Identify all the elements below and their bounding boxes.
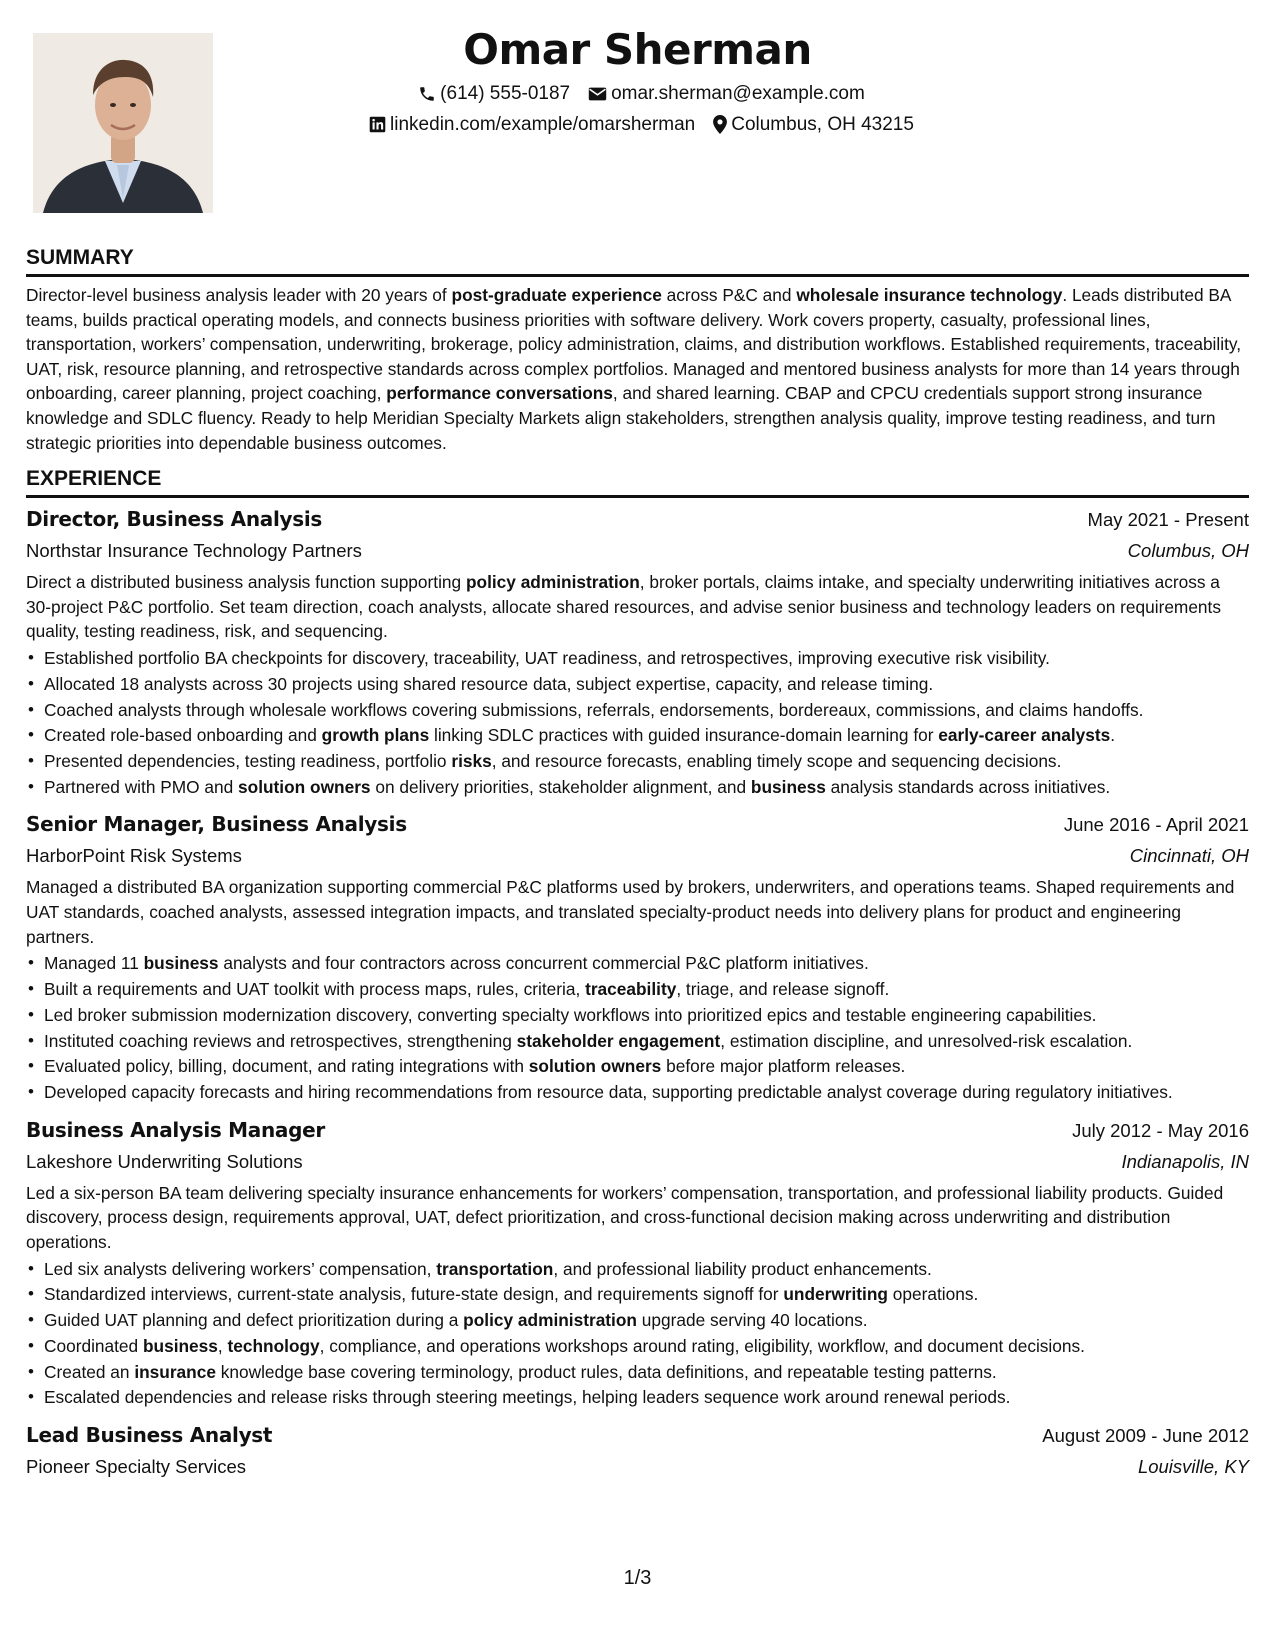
linkedin-icon <box>369 116 386 133</box>
job-title-row <box>26 1420 1249 1451</box>
bold-text: transportation <box>436 1258 554 1279</box>
job-entry <box>26 1420 1249 1482</box>
company-name: Pioneer Specialty Services <box>26 1456 247 1477</box>
bold-text: technology <box>227 1335 320 1356</box>
linkedin-url[interactable]: linkedin.com/example/omarsherman <box>390 114 696 135</box>
bullet-item: • Standardized interviews, current-state analysis, future-state design, and requirements signoff for underwriting operations. <box>26 1282 1249 1307</box>
job-title: Lead Business Analyst <box>26 1423 273 1447</box>
job-location: Columbus, OH <box>1127 540 1249 562</box>
summary-section <box>26 244 1249 455</box>
bold-text: traceability <box>585 979 677 999</box>
bullet-item: • Managed 11 business analysts and four contractors across concurrent commercial P&C platform initiatives. <box>26 951 1249 976</box>
bullet-item: • Created an insurance knowledge base covering terminology, product rules, data definitions, and repeatable testing patterns. <box>26 1360 1249 1385</box>
job-title: Business Analysis Manager <box>26 1117 325 1142</box>
bullet-item: • Escalated dependencies and release risks through steering meetings, helping leaders sequence work around renewal periods. <box>26 1385 1249 1410</box>
job-title-row <box>26 1115 1249 1146</box>
phone-number[interactable]: (614) 555-0187 <box>440 83 571 104</box>
job-dates: May 2021 - Present <box>1087 509 1249 531</box>
company-name: HarborPoint Risk Systems <box>26 845 242 867</box>
bullet-item: • Built a requirements and UAT toolkit with process maps, rules, criteria, traceability, triage, and release signoff. <box>26 977 1249 1002</box>
job-bullets <box>26 1257 1249 1411</box>
job-bullets <box>26 646 1249 800</box>
bullet-item: • Led broker submission modernization discovery, converting specialty workflows into prioritized epics and testable engineering capabilities. <box>26 1003 1249 1028</box>
bullet-item: • Evaluated policy, billing, document, and rating integrations with solution owners before major platform releases. <box>26 1054 1249 1079</box>
bold-text: business <box>750 776 826 797</box>
email-contact <box>588 78 865 109</box>
bold-text: growth plans <box>321 725 430 746</box>
bullet-item: • Coached analysts through wholesale workflows covering submissions, referrals, endorsements, bordereaux, commissions, and claims handoffs. <box>26 698 1249 723</box>
job-title: Senior Manager, Business Analysis <box>26 812 407 837</box>
phone-contact <box>418 78 570 109</box>
map-pin-icon <box>713 115 727 134</box>
job-description: Managed a distributed BA organization supporting commercial P&C platforms used by brokers, underwriters, and operations teams. Shaped requirements and UAT standards, coached analysts, assessed integration impacts, and translated specialty-product needs into delivery plans for product and engineering partners. <box>26 877 1235 947</box>
phone-icon <box>418 85 436 103</box>
envelope-icon <box>588 86 607 102</box>
bold-text: underwriting <box>783 1284 888 1305</box>
job-list <box>26 504 1249 1482</box>
bullet-item: • Created role-based onboarding and growth plans linking SDLC practices with guided insurance-domain learning for early-career analysts. <box>26 723 1249 748</box>
bold-text: business <box>142 1335 218 1356</box>
job-title: Director, Business Analysis <box>26 507 323 532</box>
bullet-item: • Instituted coaching reviews and retrospectives, strengthening stakeholder engagement, estimation discipline, and unresolved-risk escalation. <box>26 1029 1249 1054</box>
job-description: Direct a distributed business analysis function supporting policy administration, broker portals, claims intake, and specialty underwriting initiatives across a 30-project P&C portfolio. Set team direction, coach analysts, allocate shared resources, and advise senior business and technology leaders on requirements quality, testing readiness, risk, and sequencing. <box>26 572 1221 642</box>
job-title-row <box>26 504 1249 535</box>
candidate-name: Omar Sherman <box>463 25 812 74</box>
job-entry <box>26 809 1249 1104</box>
contact-row-1 <box>0 78 1275 109</box>
job-title-row <box>26 809 1249 840</box>
bullet-item: • Presented dependencies, testing readiness, portfolio risks, and resource forecasts, enabling timely scope and sequencing decisions. <box>26 749 1249 774</box>
summary-heading: SUMMARY <box>26 244 1249 277</box>
bullet-item: • Allocated 18 analysts across 30 projects using shared resource data, subject expertise, capacity, and release timing. <box>26 672 1249 697</box>
location-text: Columbus, OH 43215 <box>731 114 914 135</box>
bullet-item: • Coordinated business, technology, compliance, and operations workshops around rating, eligibility, workflow, and document decisions. <box>26 1334 1249 1359</box>
bold-text: stakeholder engagement <box>516 1030 721 1051</box>
bullet-item: • Established portfolio BA checkpoints for discovery, traceability, UAT readiness, and retrospectives, improving executive risk visibility. <box>26 646 1249 671</box>
job-dates: August 2009 - June 2012 <box>1042 1425 1249 1446</box>
bold-text: policy administration <box>463 1310 637 1331</box>
bold-text: solution owners <box>238 776 371 797</box>
resume-body <box>26 244 1249 1482</box>
page-number: 1/3 <box>623 1567 652 1589</box>
job-dates: July 2012 - May 2016 <box>1072 1119 1249 1141</box>
job-company-row <box>26 1451 1249 1482</box>
job-entry <box>26 504 1249 799</box>
linkedin-contact <box>369 109 695 140</box>
bullet-item: • Led six analysts delivering workers’ compensation, transportation, and professional liability product enhancements. <box>26 1257 1249 1282</box>
experience-section <box>26 465 1249 1482</box>
summary-text: Director-level business analysis leader with 20 years of post-graduate experience across P&C and wholesale insurance technology. Leads distributed BA teams, builds practical operating models, and connects business priorities with software delivery. Work covers property, casualty, professional lines, transportation, workers’ compensation, underwriting, brokerage, policy administration, claims, and distribution workflows. Established requirements, traceability, UAT, risk, resource planning, and retrospective standards across complex portfolios. Managed and mentored business analysts for more than 14 years through onboarding, career planning, project coaching, performance conversations, and shared learning. CBAP and CPCU credentials support strong insurance knowledge and SDLC fluency. Ready to help Meridian Specialty Markets align stakeholders, strengthen analysis quality, improve testing readiness, and turn strategic priorities into dependable business outcomes. <box>26 285 1242 453</box>
email-address[interactable]: omar.sherman@example.com <box>611 83 865 104</box>
job-location: Indianapolis, IN <box>1121 1150 1249 1172</box>
bold-text: business <box>143 953 219 974</box>
job-bullets <box>26 951 1249 1105</box>
company-name: Lakeshore Underwriting Solutions <box>26 1150 303 1172</box>
job-company-row <box>26 840 1249 871</box>
bold-text: risks <box>451 751 492 772</box>
bold-text: performance conversations <box>386 383 613 404</box>
bold-text: wholesale insurance technology <box>796 285 1063 305</box>
company-name: Northstar Insurance Technology Partners <box>26 540 362 562</box>
job-description: Led a six-person BA team delivering specialty insurance enhancements for workers’ compensation, transportation, and professional liability products. Guided discovery, process design, requirements approval, UAT, defect prioritization, and cross-functional decision making across underwriting and distribution operations. <box>26 1182 1224 1252</box>
job-dates: June 2016 - April 2021 <box>1063 814 1249 836</box>
bullet-item: • Partnered with PMO and solution owners on delivery priorities, stakeholder alignment, and business analysis standards across initiatives. <box>26 775 1249 800</box>
job-location: Louisville, KY <box>1137 1456 1249 1477</box>
bold-text: solution owners <box>528 1056 662 1077</box>
experience-heading: EXPERIENCE <box>26 465 1249 498</box>
bold-text: early-career analysts <box>938 725 1111 746</box>
bullet-item: • Developed capacity forecasts and hiring recommendations from resource data, supporting predictable analyst coverage during regulatory initiatives. <box>26 1080 1249 1105</box>
job-location: Cincinnati, OH <box>1129 845 1249 867</box>
bold-text: insurance <box>134 1361 216 1382</box>
bold-text: post-graduate experience <box>451 285 662 305</box>
bold-text: policy administration <box>465 572 640 593</box>
job-company-row <box>26 535 1249 566</box>
resume-header <box>0 22 1275 140</box>
job-entry <box>26 1115 1249 1410</box>
contact-row-2 <box>0 109 1275 140</box>
job-company-row <box>26 1146 1249 1177</box>
bullet-item: • Guided UAT planning and defect prioritization during a policy administration upgrade serving 40 locations. <box>26 1308 1249 1333</box>
location-contact <box>713 109 914 140</box>
